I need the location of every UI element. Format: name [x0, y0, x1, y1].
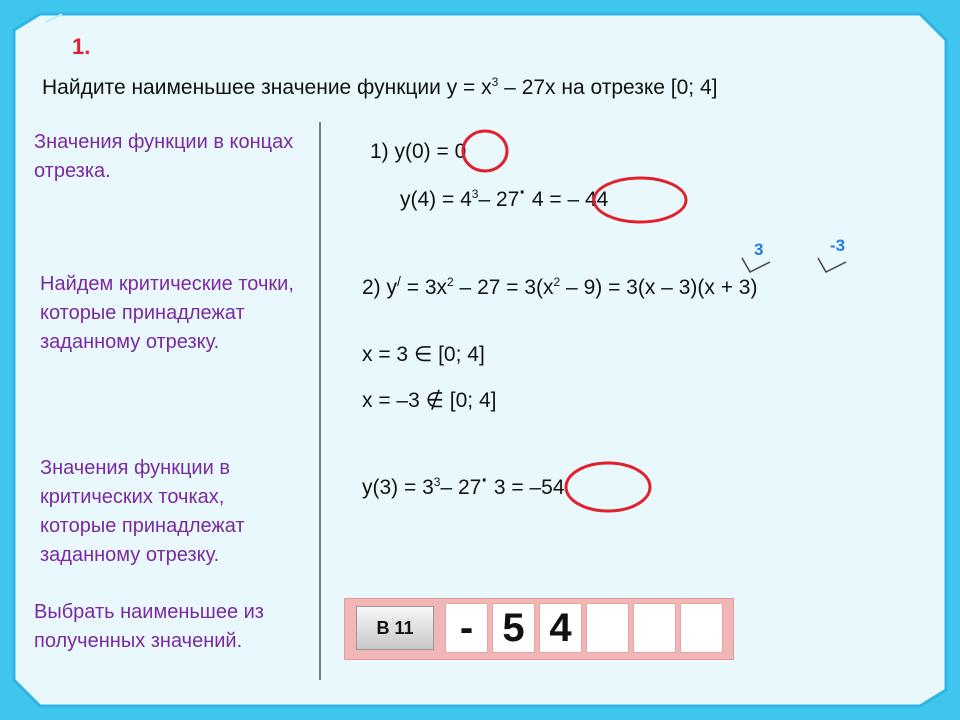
- y3-part-b: – 27: [440, 476, 482, 499]
- slide-number: 1.: [72, 34, 91, 59]
- root1-part-b: [0; 4]: [432, 343, 485, 366]
- deriv-part-a: 2) y: [362, 276, 398, 299]
- deriv-part-d: – 9) = 3(x – 3)(x + 3): [560, 276, 758, 299]
- root-mark-positive: 3: [754, 240, 764, 259]
- note-choose-min: Выбрать наименьшее из полученных значений.: [34, 601, 264, 652]
- root2-part-b: [0; 4]: [443, 389, 497, 412]
- root1-part-a: x = 3: [362, 343, 409, 366]
- element-of-symbol: ∈: [413, 343, 433, 366]
- y3-part-a: y(3) = 3: [362, 476, 434, 499]
- step-y0: 1) y(0) = 0: [370, 140, 467, 163]
- answer-cell[interactable]: [633, 603, 676, 653]
- y4-part-a: y(4) = 4: [400, 188, 472, 211]
- deriv-part-b: = 3x: [400, 276, 448, 299]
- answer-cell[interactable]: [586, 603, 629, 653]
- answer-cell[interactable]: 4: [539, 603, 582, 653]
- note-critical-values: Значения функции в критических точках, которые принадлежат заданному отрезку.: [40, 457, 245, 566]
- y3-part-c: 3 = –54: [488, 476, 565, 499]
- step-root-2: [362, 388, 496, 413]
- task-prefix: Найдите наименьшее значение функции y = x: [42, 76, 492, 99]
- step-y4: [400, 182, 609, 212]
- deriv-exp-2: 2: [553, 275, 561, 289]
- task-exponent: 3: [491, 75, 499, 89]
- root-mark-negative: -3: [830, 236, 846, 255]
- task-text: [42, 76, 718, 100]
- step-derivative: [362, 273, 758, 300]
- y3-mult-dot: ·: [481, 470, 489, 492]
- root2-part-a: x = –3: [362, 389, 420, 412]
- answer-cell[interactable]: 5: [492, 603, 535, 653]
- answer-cell[interactable]: [680, 603, 723, 653]
- y4-part-b: – 27: [478, 188, 520, 211]
- answer-variant-label: В 11: [356, 606, 434, 650]
- deriv-prime: /: [397, 273, 401, 289]
- deriv-part-c: – 27 = 3(x: [453, 276, 554, 299]
- y3-exponent: 3: [433, 475, 441, 489]
- note-end-values: Значения функции в концах отрезка.: [34, 131, 294, 182]
- vertical-divider: [319, 122, 321, 680]
- task-suffix: – 27x на отрезке [0; 4]: [498, 76, 718, 99]
- step-y3: [362, 470, 565, 500]
- y4-part-c: 4 = – 44: [526, 188, 609, 211]
- deriv-exp-1: 2: [447, 275, 454, 289]
- step-root-1: [362, 342, 485, 367]
- y4-mult-dot: ·: [519, 182, 527, 204]
- y4-exponent: 3: [471, 187, 479, 201]
- note-critical-points: Найдем критические точки, которые принадлежат заданному отрезку.: [40, 273, 294, 353]
- not-element-of-symbol: ∉: [425, 389, 444, 412]
- answer-cell[interactable]: -: [445, 603, 488, 653]
